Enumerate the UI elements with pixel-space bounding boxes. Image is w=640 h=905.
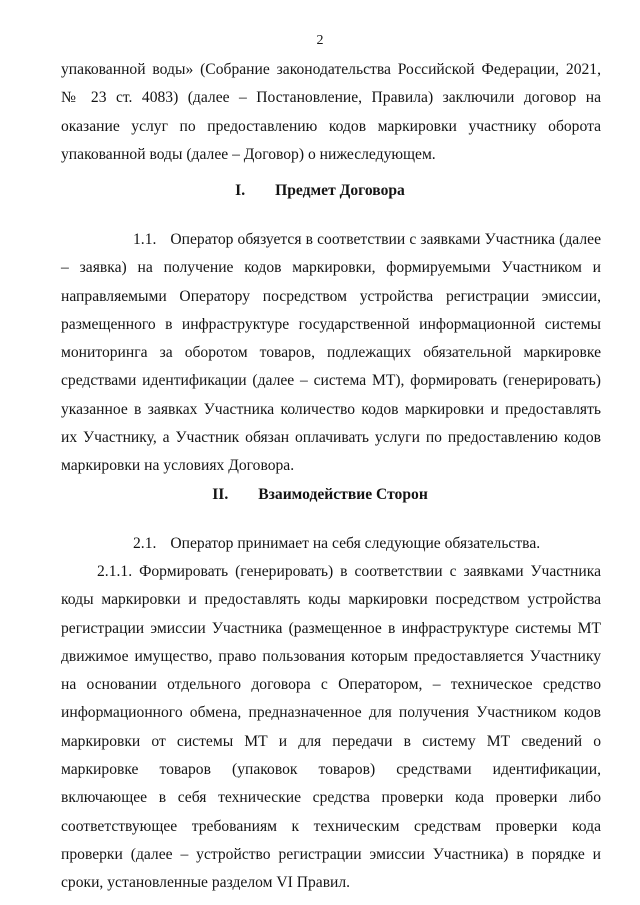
clause-1-1-number: 1.1. <box>133 231 157 248</box>
section-1-heading <box>0 182 640 200</box>
section-2-number: II. <box>212 486 229 503</box>
clause-2-1-1-number: 2.1.1. <box>97 563 133 580</box>
page-number: 2 <box>316 33 324 48</box>
clause-1-1-text: Оператор обязуется в соответствии с заявками Участника (далее – заявка) на получение кодов маркировки, формируемыми Участником и направляемыми Оператору посредством устройства регистрации эмиссии, размещенного в инфраструктуре государственной информационной системы мониторинга за оборотом товаров, подлежащих обязательной маркировке средствами идентификации (далее – система МТ), формировать (генерировать) указанное в заявках Участника количество кодов маркировки и предоставлять их Участнику, а Участник обязан оплачивать услуги по предоставлению кодов маркировки на условиях Договора. <box>61 231 601 475</box>
section-1-number: I. <box>235 182 246 199</box>
clause-2-1-1-text: Формировать (генерировать) в соответствии с заявками Участника коды маркировки и предоставлять коды маркировки посредством устройства регистрации эмиссии Участника (размещенное в инфраструктуре системы МТ движимое имущество, право пользования которым предоставляется Участнику на основании отдельного договора с Оператором, – техническое средство информационного обмена, предназначенное для получения Участником кодов маркировки от системы МТ и для передачи в систему МТ сведений о маркировке товаров (упаковок товаров) средствами идентификации, включающее в себя технические средства проверки кода проверки либо соответствующее требованиям к техническим средствам проверки кода проверки (далее – устройство регистрации эмиссии Участника) в порядке и сроки, установленные разделом VI Правил. <box>61 563 601 892</box>
clause-1-1 <box>61 226 601 481</box>
clause-2-1 <box>61 530 601 558</box>
clause-2-1-1 <box>61 558 601 898</box>
section-1-title: Предмет Договора <box>275 182 405 199</box>
section-2-heading <box>0 486 640 504</box>
intro-paragraph: упакованной воды» (Собрание законодательства Российской Федерации, 2021, № 23 ст. 4083) (далее – Постановление, Правила) заключили договор на оказание услуг по предоставлению кодов маркировки участнику оборота упакованной воды (далее – Договор) о нижеследующем. <box>61 61 601 163</box>
clause-2-1-text: Оператор принимает на себя следующие обязательства. <box>170 535 541 552</box>
clause-2-1-number: 2.1. <box>133 535 157 552</box>
section-2-title: Взаимодействие Сторон <box>258 486 428 503</box>
